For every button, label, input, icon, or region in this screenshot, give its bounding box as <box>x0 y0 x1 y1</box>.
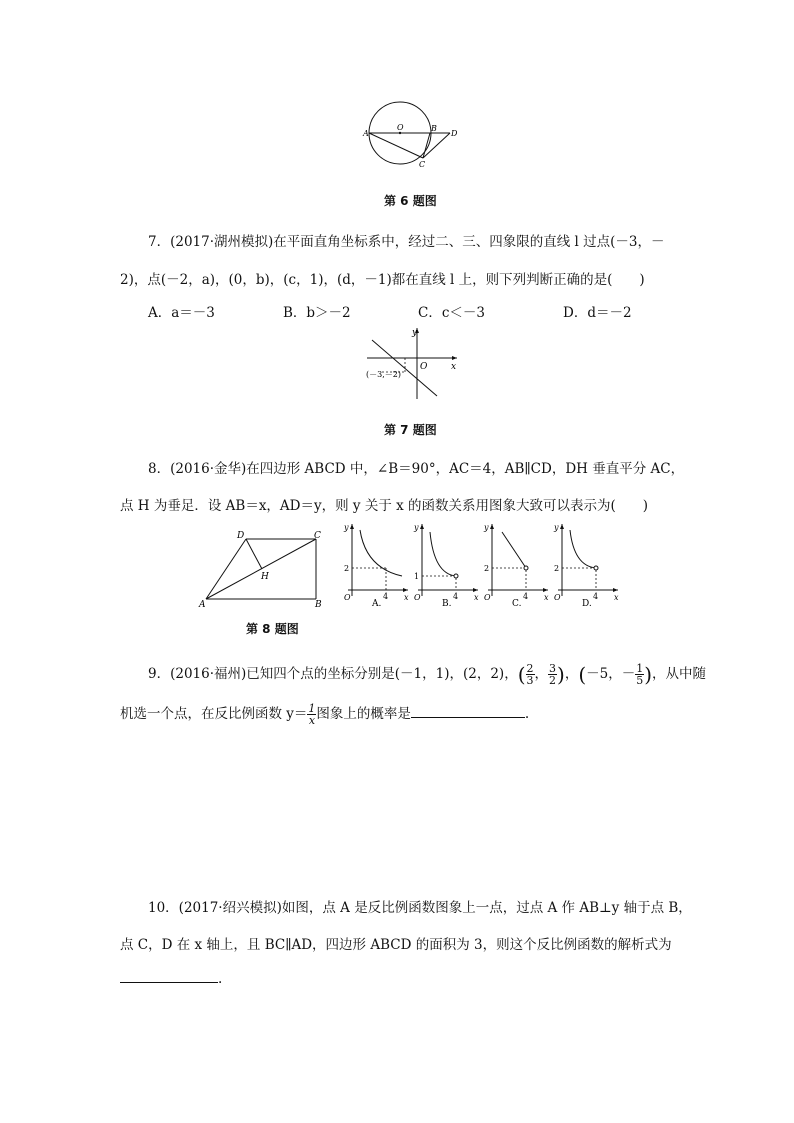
label-x: x <box>451 362 457 372</box>
svg-text:x: x <box>404 593 409 602</box>
figure-8-quadrilateral <box>198 527 328 611</box>
svg-text:1: 1 <box>414 572 420 581</box>
svg-text:O: O <box>484 593 491 602</box>
svg-text:D: D <box>237 531 245 541</box>
svg-text:O: O <box>414 593 421 602</box>
fig7-caption: 第 7 题图 <box>384 423 437 437</box>
label-o: O <box>420 362 428 372</box>
fig8-caption: 第 8 题图 <box>246 622 299 636</box>
q9-line1: 9．(2016·福州)已知四个点的坐标分别是(－1，1)，(2，2)，( $\frac{2}{3}$ ， $\frac{3}{2}$ )，(－5，－ $\frac{1}{5}$ )，从中随 <box>148 662 707 687</box>
fig6-caption: 第 6 题图 <box>384 194 437 208</box>
label-b: B <box>431 124 437 133</box>
graph-b <box>410 520 482 610</box>
svg-text:2: 2 <box>344 564 350 573</box>
q7-option-b: B．b＞－2 <box>283 305 351 321</box>
q9-answer-blank <box>411 703 525 718</box>
svg-text:4: 4 <box>523 592 529 601</box>
label-a: A <box>363 129 369 138</box>
graph-a <box>340 520 412 610</box>
svg-text:2: 2 <box>484 564 490 573</box>
q7-line2: 2)，点(－2，a)，(0，b)，(c，1)，(d，－1)都在直线 l 上，则下列判断正确的是( ) <box>120 272 645 288</box>
svg-text:y: y <box>554 523 559 532</box>
q10-line1: 10．(2017·绍兴模拟)如图，点 A 是反比例函数图象上一点，过点 A 作 AB⊥y 轴于点 B， <box>148 900 692 916</box>
line-cd <box>423 133 450 158</box>
svg-text:B.: B. <box>442 599 452 609</box>
svg-text:O: O <box>554 593 561 602</box>
svg-text:C: C <box>314 531 321 541</box>
label-d: D <box>451 129 458 138</box>
svg-text:B: B <box>315 600 322 610</box>
q9-line2: 机选一个点，在反比例函数 y＝ $\frac{1}{x}$ 图象上的概率是 . <box>120 702 530 727</box>
q10-line2: 点 C，D 在 x 轴上，且 BC∥AD，四边形 ABCD 的面积为 3，则这个反比例函数的解析式为 <box>120 937 672 953</box>
svg-text:2: 2 <box>554 564 560 573</box>
label-o: O <box>397 123 404 132</box>
q7-line1: 7．(2017·湖州模拟)在平面直角坐标系中，经过二、三、四象限的直线 l 过点(－3，－ <box>148 234 665 250</box>
svg-text:4: 4 <box>453 592 459 601</box>
label-c: C <box>419 160 426 169</box>
svg-text:x: x <box>544 593 549 602</box>
svg-text:4: 4 <box>383 592 389 601</box>
figure-6 <box>360 98 460 170</box>
q7-option-c: C．c＜－3 <box>418 305 485 321</box>
q8-line1: 8．(2016·金华)在四边形 ABCD 中，∠B＝90°，AC＝4，AB∥CD，DH 垂直平分 AC， <box>148 461 685 477</box>
graph-c <box>480 520 552 610</box>
svg-text:O: O <box>344 593 351 602</box>
svg-text:H: H <box>261 572 269 582</box>
graph-d <box>550 520 622 610</box>
point-label: (－3,－2) <box>366 370 401 379</box>
q8-line2: 点 H 为垂足．设 AB＝x，AD＝y，则 y 关于 x 的函数关系用图象大致可以表示为( ) <box>120 498 649 514</box>
svg-text:A: A <box>199 600 206 610</box>
svg-text:A.: A. <box>372 599 382 609</box>
q10-line3: . <box>120 968 222 989</box>
q10-answer-blank <box>120 968 218 983</box>
q7-option-a: A．a＝－3 <box>148 305 215 321</box>
svg-text:C.: C. <box>512 599 522 609</box>
svg-text:x: x <box>474 593 479 602</box>
svg-text:y: y <box>344 523 349 532</box>
svg-text:D.: D. <box>582 599 592 609</box>
svg-text:y: y <box>484 523 489 532</box>
svg-text:4: 4 <box>593 592 599 601</box>
center-dot <box>399 132 401 134</box>
svg-text:x: x <box>614 593 619 602</box>
svg-text:y: y <box>414 523 419 532</box>
label-y: y <box>412 328 418 338</box>
figure-7 <box>362 324 462 404</box>
q7-option-d: D．d＝－2 <box>563 305 632 321</box>
